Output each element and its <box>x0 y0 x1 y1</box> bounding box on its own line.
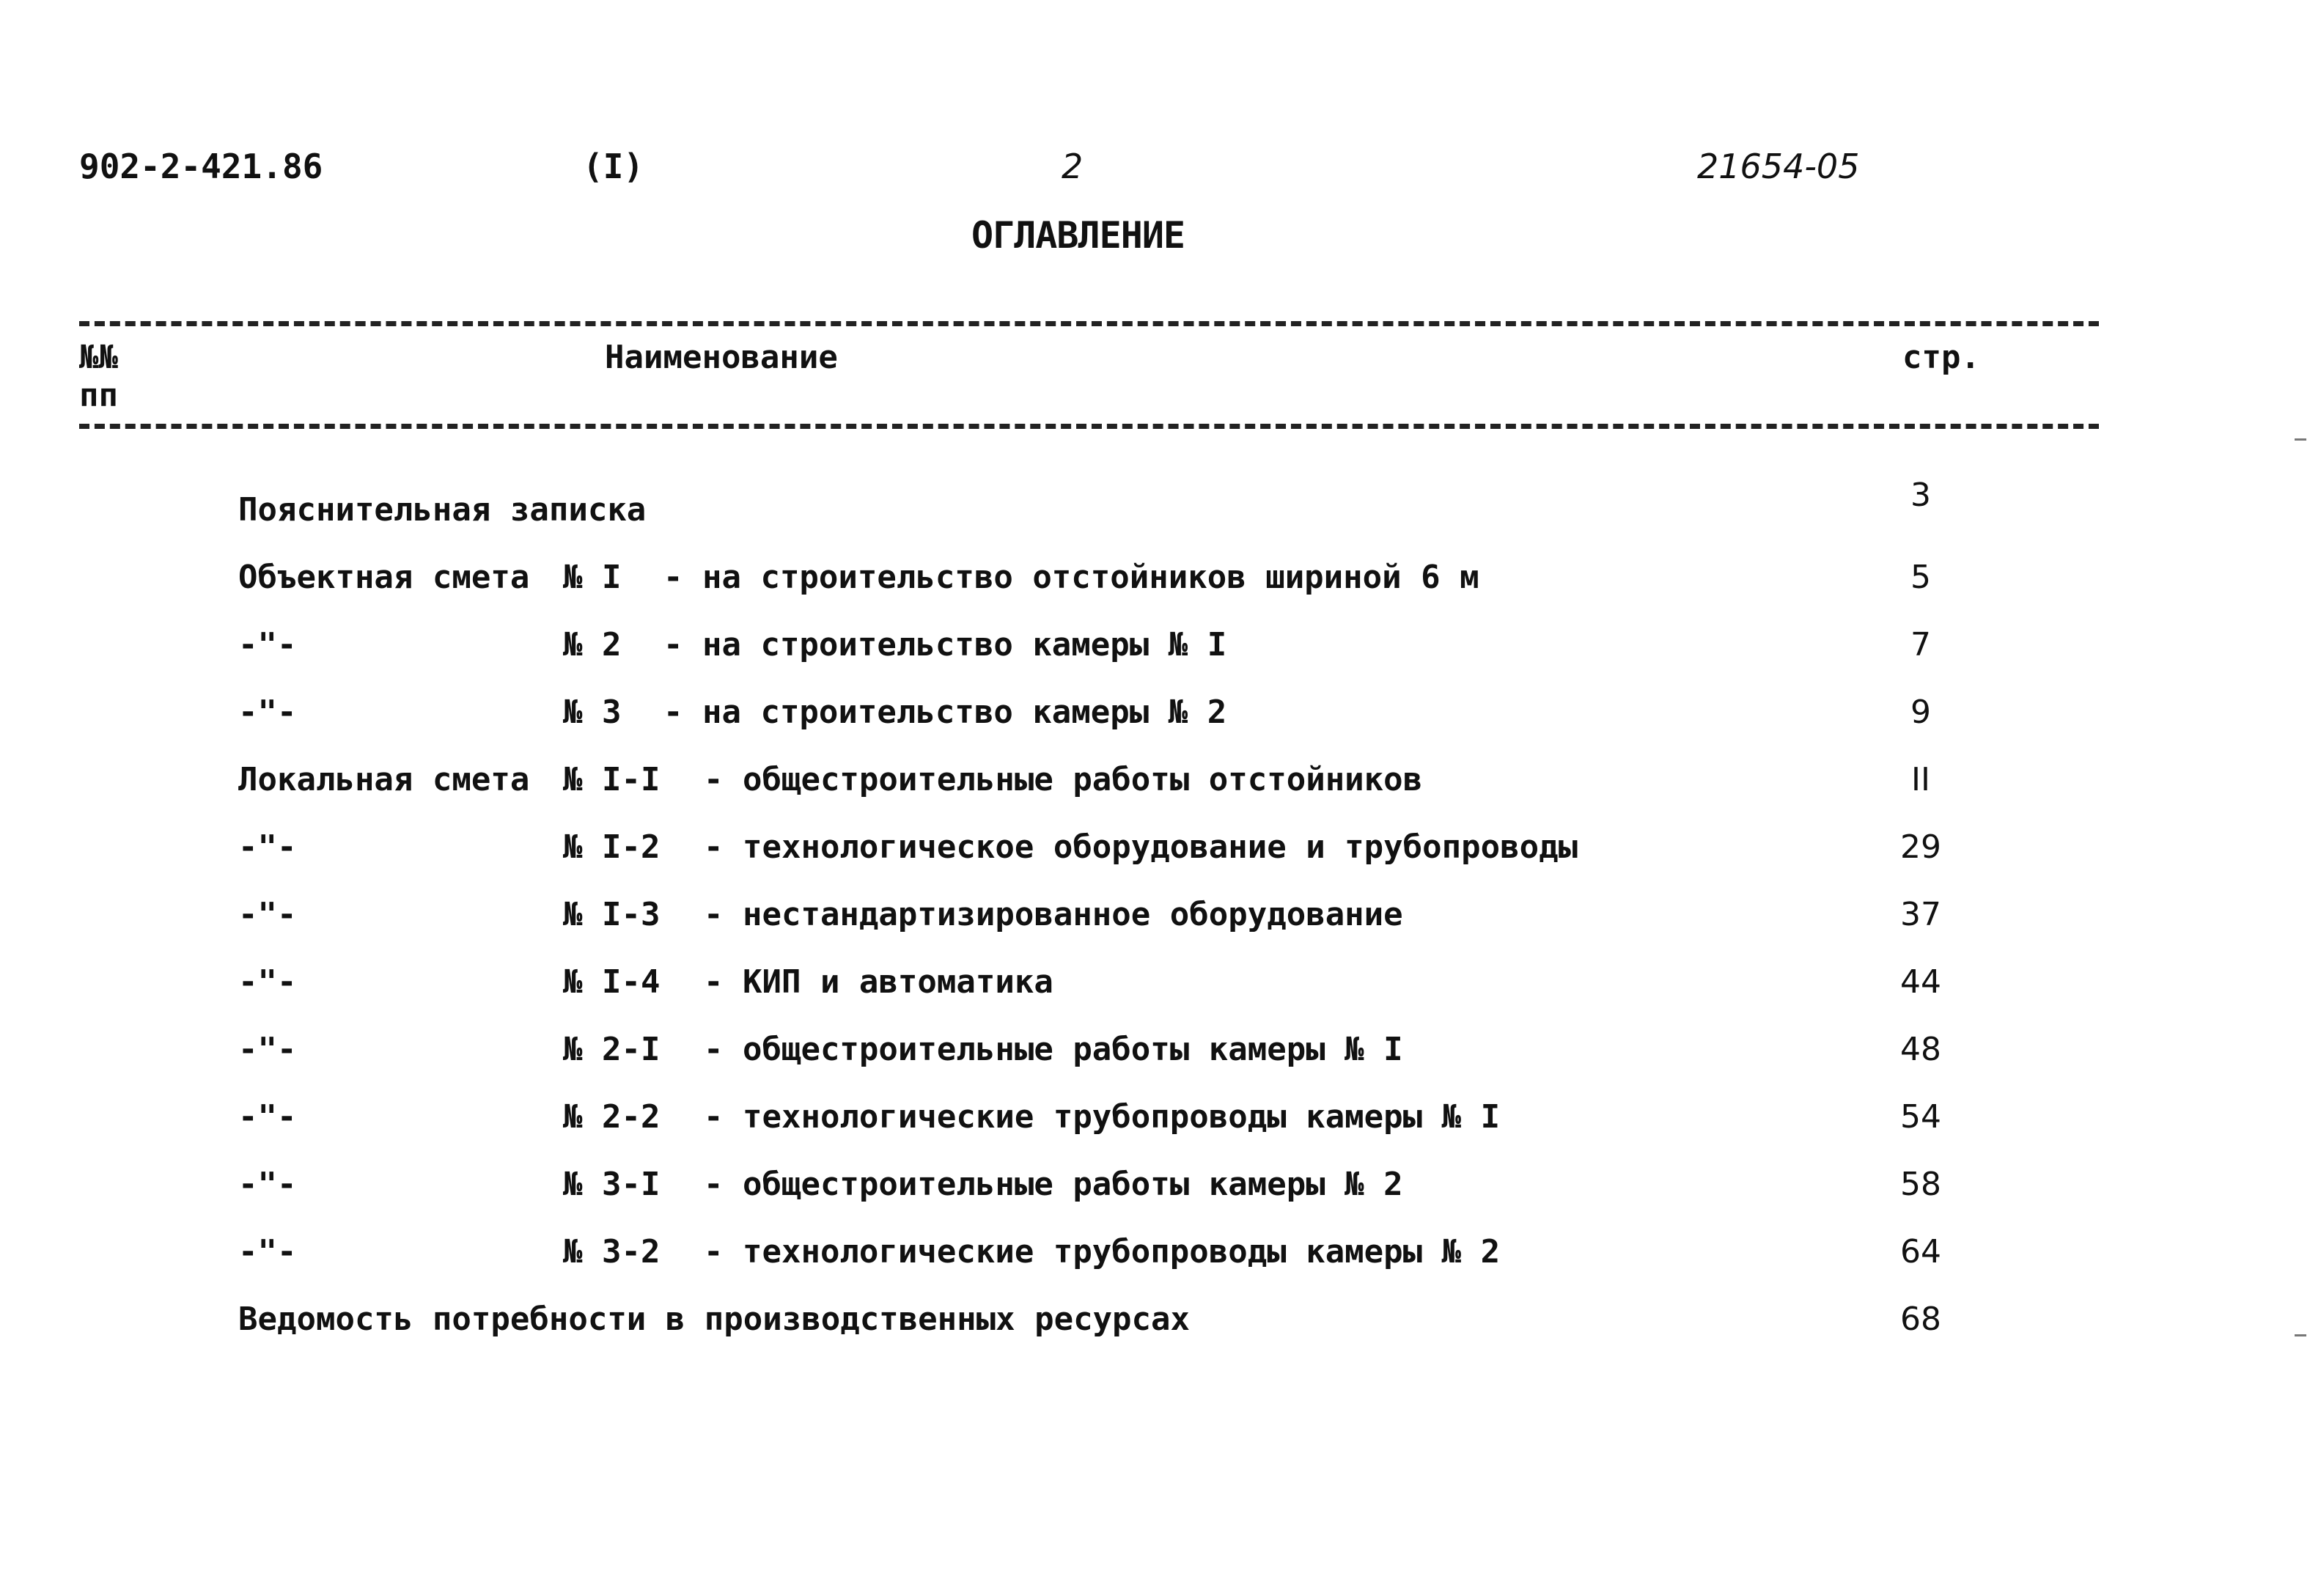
entry-description: - на строительство отстойников шириной 6 м <box>663 559 1479 596</box>
entry-name: -"- <box>238 963 297 1001</box>
volume-number: (I) <box>583 147 644 186</box>
entry-number: № 2-I <box>563 1031 661 1068</box>
document-code: 902-2-421.86 <box>79 147 323 186</box>
entry-page: 68 <box>1900 1301 1941 1338</box>
entry-description: - нестандартизированное оборудование <box>704 896 1403 933</box>
entry-name: -"- <box>238 1031 297 1068</box>
header-bottom-rule <box>79 424 2099 429</box>
list-item <box>0 626 2310 670</box>
scan-mark <box>2295 438 2306 441</box>
entry-name: -"- <box>238 1098 297 1136</box>
list-item <box>0 1098 2310 1142</box>
name-column-header: Наименование <box>605 339 838 376</box>
entry-description: - на строительство камеры № 2 <box>663 694 1227 731</box>
entry-name: -"- <box>238 694 297 731</box>
list-item <box>0 559 2310 603</box>
page-title: ОГЛАВЛЕНИЕ <box>971 214 1185 257</box>
entry-page: 7 <box>1910 626 1931 663</box>
header-top-rule <box>79 321 2099 326</box>
entry-page: 64 <box>1900 1233 1941 1270</box>
entry-name: -"- <box>238 1166 297 1203</box>
entry-description: - общестроительные работы отстойников <box>704 761 1423 798</box>
entry-name: Пояснительная записка <box>238 491 647 529</box>
entry-page: 48 <box>1900 1031 1941 1068</box>
entry-number: № 3 <box>563 694 622 731</box>
entry-number: № I <box>563 559 622 596</box>
list-item <box>0 896 2310 940</box>
entry-description: - КИП и автоматика <box>704 963 1053 1001</box>
entry-page: 54 <box>1900 1098 1941 1136</box>
entry-name: Объектная смета <box>238 559 530 596</box>
list-item <box>0 1031 2310 1075</box>
entry-page: 58 <box>1900 1166 1941 1203</box>
entry-number: № I-4 <box>563 963 661 1001</box>
page-column-header: стр. <box>1902 339 1980 376</box>
entry-name: Локальная смета <box>238 761 530 798</box>
list-item <box>0 1233 2310 1277</box>
entry-page: 3 <box>1910 477 1931 514</box>
entry-number: № I-I <box>563 761 661 798</box>
list-item <box>0 477 2310 535</box>
entry-page: 5 <box>1910 559 1931 596</box>
entry-name: -"- <box>238 896 297 933</box>
entry-number: № I-3 <box>563 896 661 933</box>
list-item <box>0 963 2310 1007</box>
entry-page: 9 <box>1910 694 1931 731</box>
list-item <box>0 694 2310 738</box>
list-item <box>0 761 2310 805</box>
list-item <box>0 828 2310 872</box>
entry-description: - технологические трубопроводы камеры № I <box>704 1098 1501 1136</box>
entry-number: № 3-I <box>563 1166 661 1203</box>
entry-page: 29 <box>1900 828 1941 866</box>
entry-name: Ведомость потребности в производственных ресурсах <box>238 1301 1191 1338</box>
entry-description: - общестроительные работы камеры № I <box>704 1031 1403 1068</box>
entry-page: II <box>1911 761 1930 798</box>
number-column-header: №№ пп <box>79 339 118 414</box>
entry-name: -"- <box>238 1233 297 1270</box>
entry-number: № 2 <box>563 626 622 663</box>
entry-description: - общестроительные работы камеры № 2 <box>704 1166 1403 1203</box>
entry-description: - технологические трубопроводы камеры № 2 <box>704 1233 1501 1270</box>
entry-description: - технологическое оборудование и трубопроводы <box>704 828 1578 866</box>
list-item <box>0 1301 2310 1345</box>
entry-number: № I-2 <box>563 828 661 866</box>
entry-page: 44 <box>1900 963 1941 1001</box>
entry-name: -"- <box>238 626 297 663</box>
entry-page: 37 <box>1900 896 1941 933</box>
entry-description: - на строительство камеры № I <box>663 626 1227 663</box>
page-number: 2 <box>1062 147 1084 186</box>
scan-mark <box>2295 1334 2306 1336</box>
entry-number: № 2-2 <box>563 1098 661 1136</box>
list-item <box>0 1166 2310 1210</box>
archive-number: 21654-05 <box>1697 147 1860 186</box>
entry-number: № 3-2 <box>563 1233 661 1270</box>
entry-name: -"- <box>238 828 297 866</box>
